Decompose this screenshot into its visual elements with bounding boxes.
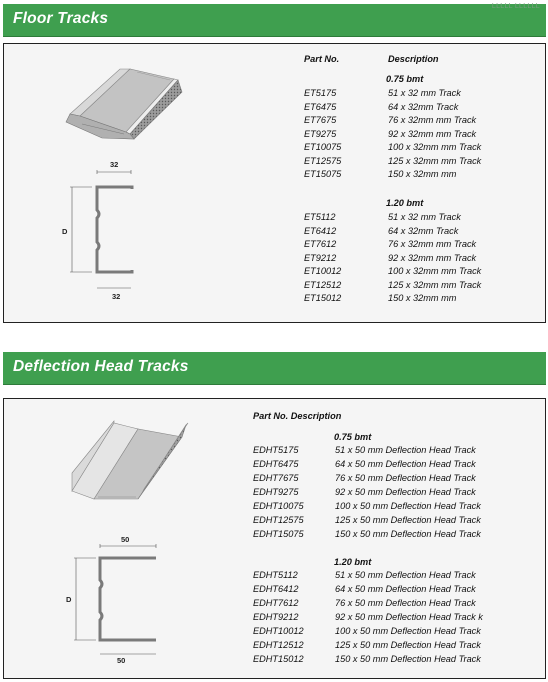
table-row-desc: 125 x 32mm mm Track [388,279,482,290]
floor-track-section [68,170,148,285]
floor-dim-depth: D [62,227,68,236]
floor-dim-width-bottom: 32 [112,292,121,301]
floor-track-illustration [62,64,192,139]
table-row-desc: 51 x 32 mm Track [388,88,461,98]
table-row-desc: 150 x 32mm mm [388,293,457,303]
table-row-desc: 100 x 32mm mm Track [388,142,482,152]
table-row-desc: 100 x 50 mm Deflection Head Track [335,501,481,511]
table-row-desc: 150 x 50 mm Deflection Head Track [335,654,481,664]
floor-col-desc: Description [388,54,439,64]
table-row-part: ET5175 [304,88,337,98]
table-row-part: EDHT6475 [253,459,299,469]
table-row-desc: 150 x 32mm mm [388,169,457,179]
table-row-desc: 125 x 32mm mm Track [388,155,482,166]
table-row-desc: 76 x 32mm mm Track [388,115,477,125]
deflection-group-1-thickness: 1.20 bmt [334,557,372,567]
deflection-group-0-thickness: 0.75 bmt [334,432,372,442]
deflection-track-illustration [68,421,193,503]
floor-group-1-thickness: 1.20 bmt [386,198,424,208]
table-row-desc: 125 x 50 mm Deflection Head Track [335,640,481,650]
table-row-desc: 92 x 50 mm Deflection Head Track [335,487,476,497]
table-row-part: ET9275 [304,128,337,139]
table-row-part: EDHT9212 [253,612,299,622]
floor-tracks-title: Floor Tracks [13,10,109,27]
table-row-part: EDHT7612 [253,598,299,608]
table-row-desc: 51 x 50 mm Deflection Head Track [335,445,476,455]
table-row-part: ET10012 [304,266,342,276]
table-row-part: ET7675 [304,115,337,125]
table-row-desc: 76 x 32mm mm Track [388,239,477,249]
deflection-dim-depth: D [66,595,72,604]
table-row-part: EDHT12512 [253,640,304,650]
table-row-desc: 100 x 50 mm Deflection Head Track [335,626,481,636]
table-row-part: ET5112 [304,212,336,222]
table-row-desc: 64 x 50 mm Deflection Head Track [335,584,476,594]
floor-tracks-panel [3,43,546,323]
table-row-desc: 64 x 32mm Track [388,101,459,112]
table-row-part: EDHT5112 [253,570,298,580]
top-tag: LLLLL LLLLLL [491,3,540,10]
table-row-part: ET10075 [304,142,342,152]
deflection-head-tracks-title: Deflection Head Tracks [13,358,189,375]
table-row-part: ET7612 [304,239,337,249]
table-row-part: EDHT12575 [253,515,304,525]
floor-col-part: Part No. [304,54,340,64]
deflection-dim-width-bottom: 50 [117,656,126,665]
table-row-part: EDHT9275 [253,487,299,497]
table-row-desc: 150 x 50 mm Deflection Head Track [335,529,481,539]
deflection-col-header: Part No. Description [253,411,342,421]
floor-dim-width-top: 32 [110,160,119,169]
deflection-head-tracks-panel [3,398,546,679]
table-row-part: ET9212 [304,252,337,263]
table-row-desc: 92 x 32mm mm Track [388,252,477,263]
table-row-part: EDHT15075 [253,529,304,539]
deflection-dim-width-top: 50 [121,535,130,544]
table-row-part: EDHT5175 [253,445,299,455]
table-row-part: EDHT10012 [253,626,304,636]
table-row-part: ET12512 [304,279,342,290]
table-row-part: EDHT15012 [253,654,304,664]
deflection-head-tracks-banner [3,352,546,385]
floor-tracks-banner [3,4,546,37]
table-row-desc: 76 x 50 mm Deflection Head Track [335,473,476,483]
table-row-desc: 51 x 50 mm Deflection Head Track [335,570,476,580]
table-row-desc: 64 x 32mm Track [388,225,459,236]
table-row-desc: 76 x 50 mm Deflection Head Track [335,598,476,608]
table-row-desc: 92 x 50 mm Deflection Head Track k [335,612,483,622]
table-row-part: ET15012 [304,293,342,303]
table-row-part: ET6412 [304,225,337,236]
table-row-part: EDHT10075 [253,501,304,511]
table-row-desc: 92 x 32mm mm Track [388,128,477,139]
table-row-part: EDHT7675 [253,473,299,483]
table-row-part: ET15075 [304,169,342,179]
table-row-part: EDHT6412 [253,584,299,594]
table-row-desc: 64 x 50 mm Deflection Head Track [335,459,476,469]
table-row-part: ET12575 [304,155,342,166]
table-row-desc: 100 x 32mm mm Track [388,266,482,276]
floor-group-0-thickness: 0.75 bmt [386,74,424,84]
table-row-part: ET6475 [304,101,337,112]
table-row-desc: 51 x 32 mm Track [388,212,461,222]
deflection-track-section [74,544,164,664]
table-row-desc: 125 x 50 mm Deflection Head Track [335,515,481,525]
